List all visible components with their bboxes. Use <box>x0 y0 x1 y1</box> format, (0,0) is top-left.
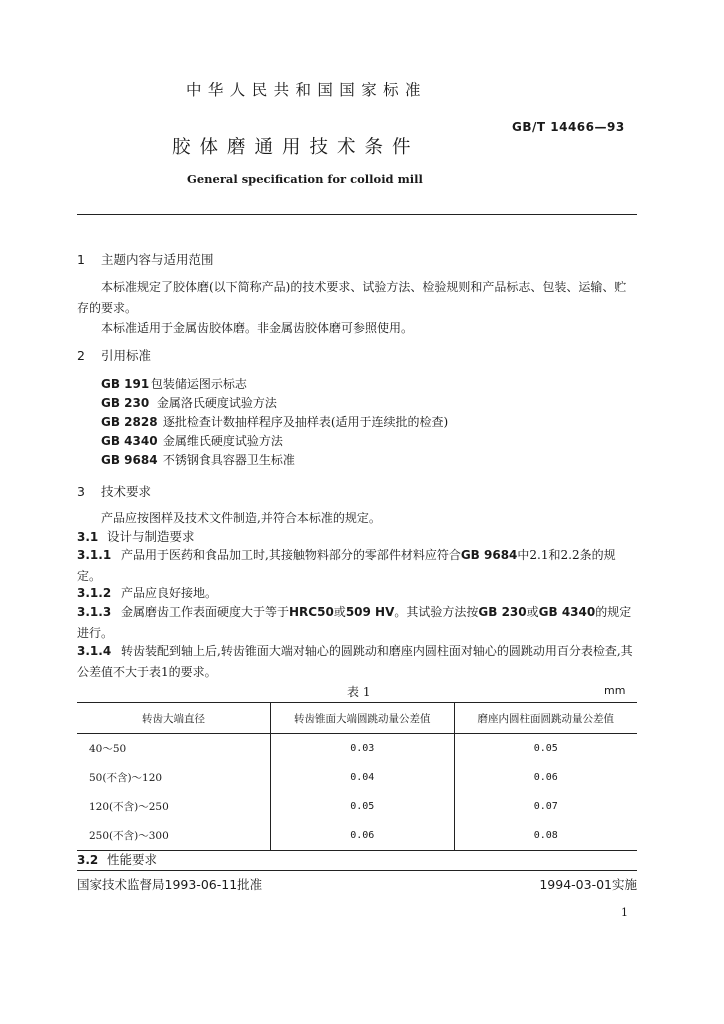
table-cell: 0.07 <box>454 792 637 821</box>
clause-text: 产品应良好接地。 <box>121 586 218 600</box>
table-caption: 表 1 <box>347 685 371 699</box>
subsection-3-1-heading <box>77 527 195 545</box>
subsection-number: 3.2 <box>77 853 99 867</box>
clause-text: 产品用于医药和食品加工时,其接触物料部分的零部件材料应符合 <box>121 548 461 562</box>
footer-divider <box>77 870 637 871</box>
table-row <box>77 821 637 851</box>
table-header-row <box>77 703 637 734</box>
clause-number: 3.1.1 <box>77 548 112 562</box>
reference-name: 包装储运图示标志 <box>150 377 247 391</box>
reference-name: 逐批检查计数抽样程序及抽样表(适用于连续批的检查) <box>162 415 449 429</box>
standard-code: GB/T 14466—93 <box>512 120 625 134</box>
clause-text: 中2.1和2.2条的规定。 <box>77 548 616 583</box>
section-3-number: 3 <box>77 484 85 499</box>
table-cell: 0.03 <box>271 734 454 764</box>
table-header-cell: 磨座内圆柱面圆跳动量公差值 <box>454 703 637 734</box>
hardness-hrc: HRC50 <box>289 605 334 619</box>
section-1-heading <box>77 250 214 268</box>
clause-reference-code: GB 9684 <box>460 548 518 562</box>
reference-item <box>101 413 448 430</box>
clause-3-1-4 <box>77 641 637 683</box>
section-3-intro: 产品应按图样及技术文件制造,并符合本标准的规定。 <box>101 511 381 525</box>
clause-reference-code: GB 4340 <box>538 605 596 619</box>
section-2-number: 2 <box>77 348 85 363</box>
clause-number: 3.1.2 <box>77 586 112 600</box>
table-cell: 0.06 <box>454 763 637 792</box>
section-3-heading <box>77 482 151 500</box>
issuing-body-title: 中华人民共和国国家标准 <box>186 81 427 99</box>
clause-text: 或 <box>526 605 539 619</box>
section-1-paragraph-2: 本标准适用于金属齿胶体磨。非金属齿胶体磨可参照使用。 <box>101 321 414 335</box>
section-2-heading <box>77 346 151 364</box>
clause-3-1-2 <box>77 584 217 601</box>
reference-code: GB 9684 <box>101 453 158 467</box>
clause-text: 。其试验方法按 <box>394 605 479 619</box>
reference-item <box>101 432 283 449</box>
clause-text: 转齿装配到轴上后,转齿锥面大端对轴心的圆跳动和磨座内圆柱面对轴心的圆跳动用百分表检查,其公差值不大于表1的要求。 <box>77 644 633 679</box>
table-cell: 0.05 <box>454 734 637 764</box>
english-title: General specification for colloid mill <box>187 172 423 186</box>
clause-number: 3.1.3 <box>77 605 112 619</box>
clause-text: 金属磨齿工作表面硬度大于等于 <box>121 605 290 619</box>
reference-code: GB 2828 <box>101 415 158 429</box>
subsection-3-2-heading <box>77 850 157 868</box>
subsection-number: 3.1 <box>77 530 99 544</box>
section-2-title: 引用标准 <box>101 348 152 363</box>
effective-date: 1994-03-01实施 <box>539 877 637 892</box>
table-cell: 0.06 <box>271 821 454 851</box>
header-divider <box>77 214 637 215</box>
table-cell: 0.04 <box>271 763 454 792</box>
table-cell: 120(不含)～250 <box>89 801 169 813</box>
section-1-paragraph-1: 本标准规定了胶体磨(以下简称产品)的技术要求、试验方法、检验规则和产品标志、包装、运输、贮存的要求。 <box>77 280 627 315</box>
table-header-cell: 转齿大端直径 <box>77 703 271 734</box>
table-row <box>77 792 637 821</box>
clause-reference-code: GB 230 <box>478 605 527 619</box>
table-header-cell: 转齿锥面大端圆跳动量公差值 <box>271 703 454 734</box>
subsection-title: 性能要求 <box>107 852 158 867</box>
reference-item <box>101 451 295 468</box>
table-cell: 0.08 <box>454 821 637 851</box>
table-row <box>77 734 637 764</box>
section-1-number: 1 <box>77 252 85 267</box>
table-unit: mm <box>604 684 626 697</box>
clause-3-1-3 <box>77 602 637 644</box>
approval-statement: 国家技术监督局1993-06-11批准 <box>77 877 263 892</box>
reference-code: GB 4340 <box>101 434 158 448</box>
clause-text: 的规定进行。 <box>77 605 632 640</box>
table-cell: 250(不含)～300 <box>77 821 271 851</box>
clause-3-1-1 <box>77 545 637 587</box>
table-row <box>77 763 637 792</box>
reference-item <box>101 394 277 411</box>
document-title: 胶体磨通用技术条件 <box>172 137 420 158</box>
clause-text: 或 <box>333 605 346 619</box>
hardness-hv: 509 HV <box>345 605 395 619</box>
page-number: 1 <box>621 906 628 919</box>
subsection-title: 设计与制造要求 <box>107 529 195 544</box>
reference-name: 不锈钢食具容器卫生标准 <box>162 453 295 467</box>
reference-item <box>101 375 247 392</box>
table-cell: 40～50 <box>89 743 127 755</box>
reference-name: 金属洛氏硬度试验方法 <box>156 396 277 410</box>
reference-code: GB 230 <box>101 396 150 410</box>
reference-code: GB 191 <box>101 377 150 391</box>
section-1-title: 主题内容与适用范围 <box>101 252 214 267</box>
reference-name: 金属维氏硬度试验方法 <box>162 434 283 448</box>
tolerance-table <box>77 702 637 851</box>
table-cell: 50(不含)～120 <box>89 772 163 784</box>
table-cell: 0.05 <box>271 792 454 821</box>
clause-number: 3.1.4 <box>77 644 112 658</box>
section-3-title: 技术要求 <box>101 484 152 499</box>
